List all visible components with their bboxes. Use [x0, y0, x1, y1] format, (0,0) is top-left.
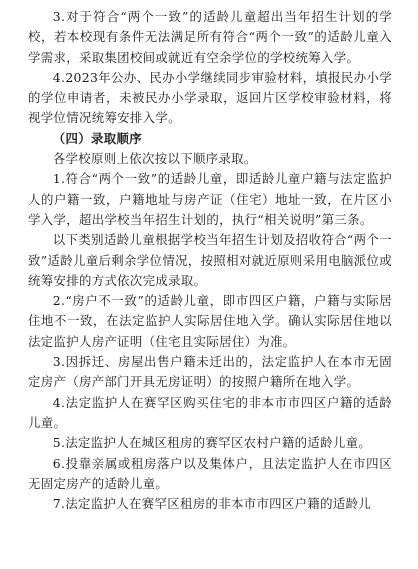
paragraph-order-7: 7.法定监护人在赛罕区租房的非本市市四区户籍的适龄儿 [52, 496, 372, 512]
paragraph-order-6: 6.投靠亲属或租房落户以及集体户，且法定监护人在市四区无固定房产的适龄儿童。 [28, 455, 392, 491]
paragraph-order-5: 5.法定监护人在城区租房的赛罕区农村户籍的适龄儿童。 [52, 435, 372, 451]
paragraph-admission-intro: 各学校原则上依次按以下顺序录取。 [52, 151, 257, 167]
paragraph-remaining-categories: 以下类别适龄儿童根据学校当年招生计划及招收符合“两个一致”适龄儿童后剩余学位情况，按照相对就近原则采用电脑派位或统筹安排的方式依次完成录取。 [28, 232, 392, 288]
section-heading-admission-order: （四）录取顺序 [52, 130, 142, 146]
paragraph-order-4: 4.法定监护人在赛罕区购买住宅的非本市市四区户籍的适龄儿童。 [28, 394, 392, 430]
paragraph-order-1: 1.符合“两个一致”的适龄儿童，即适龄儿童户籍与法定监护人的户籍一致，户籍地址与房产证（住宅）地址一致，在片区小学入学，超出学校当年招生计划的，执行“相关说明”第三条。 [28, 171, 392, 227]
paragraph-order-3: 3.因拆迁、房屋出售户籍未迁出的，法定监护人在本市无固定房产（房产部门开具无房证明）的按照户籍所在地入学。 [28, 354, 392, 390]
paragraph-rule-3-overflow: 3.对于符合“两个一致”的适龄儿童超出当年招生计划的学校，若本校现有条件无法满足所有符合“两个一致”的适龄儿童入学需求，采取集团校间或就近有空余学位的学校统筹入学。 [28, 9, 392, 65]
paragraph-rule-4-private-school: 4.2023年公办、民办小学继续同步审验材料，填报民办小学的学位申请者，未被民办小学录取，返回片区学校审验材料，将视学位情况统筹安排入学。 [28, 69, 392, 126]
paragraph-order-2: 2.“房户不一致”的适龄儿童，即市四区户籍，户籍与实际居住地不一致，在法定监护人实际居住地入学。确认实际居住地以法定监护人房产证明（住宅且实际居住）为准。 [28, 293, 392, 349]
